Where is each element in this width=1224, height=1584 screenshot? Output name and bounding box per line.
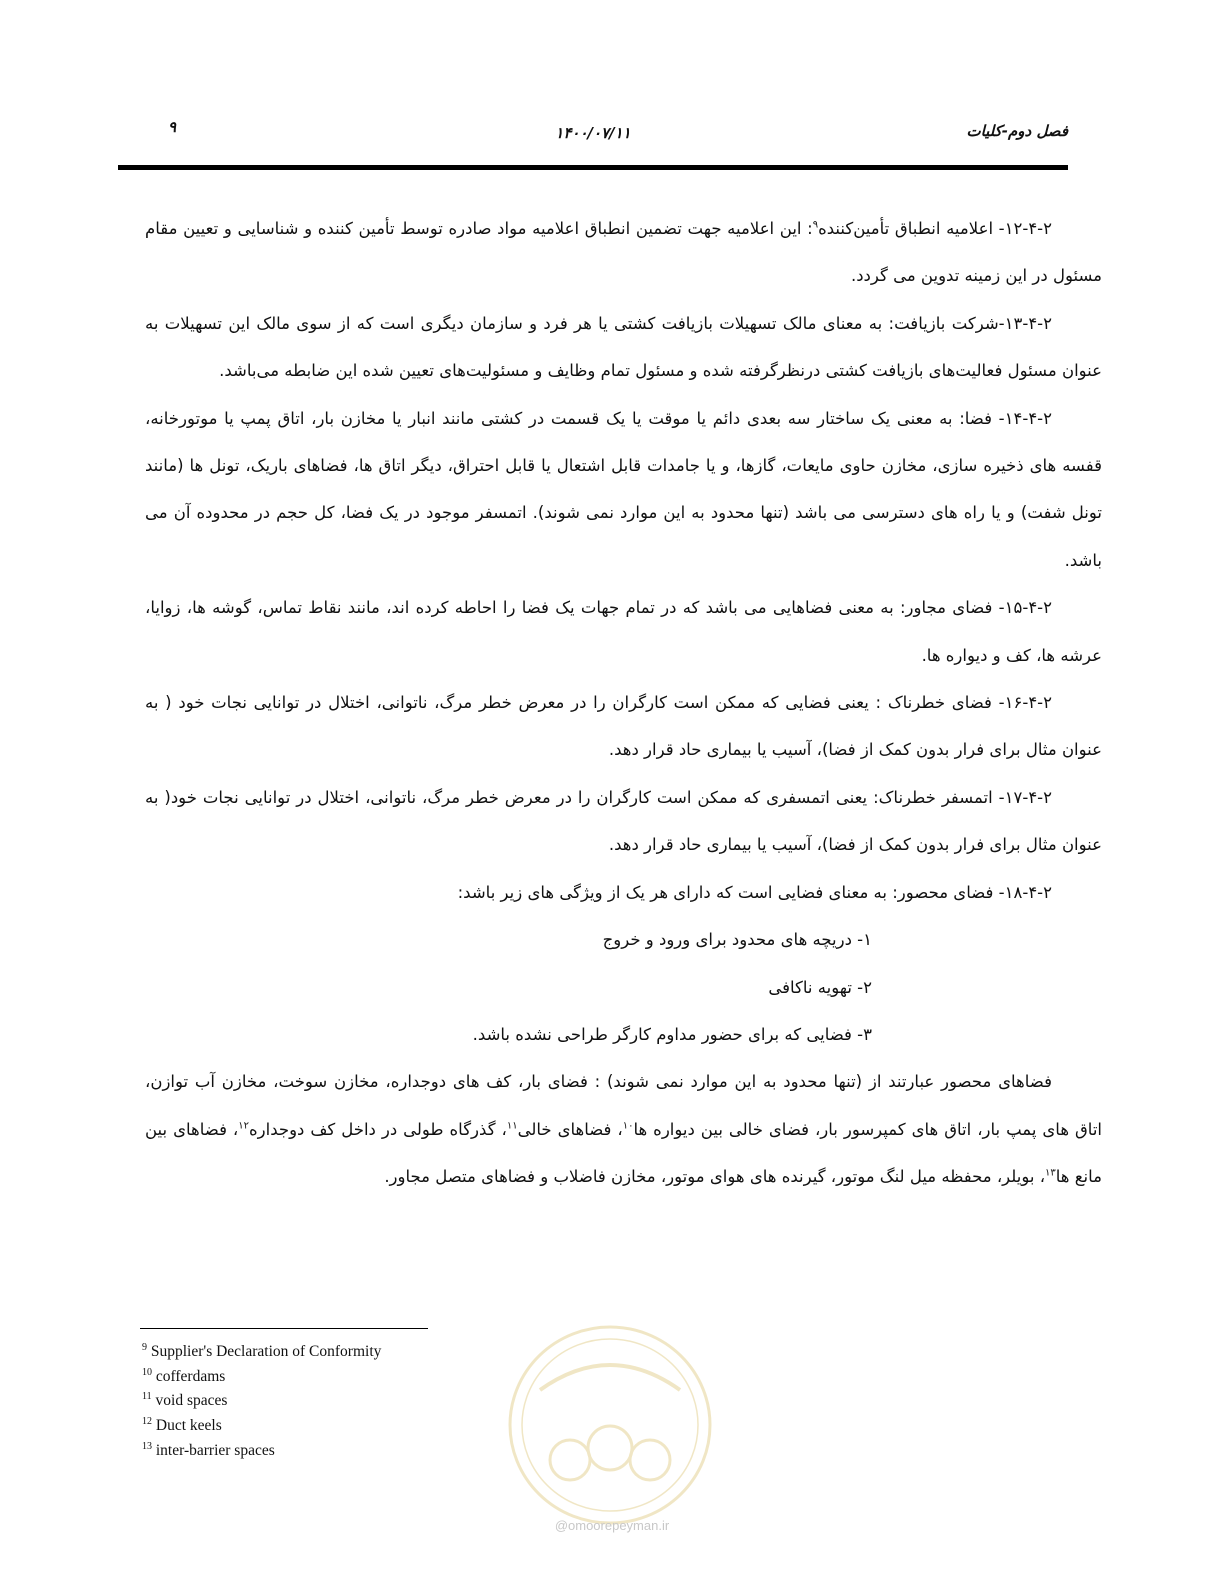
footnote: $^{10}$ cofferdams — [142, 1366, 226, 1385]
definition-paragraph: ۱۴-۴-۲- فضا: به معنی یک ساختار سه بعدی دائم یا موقت یا یک قسمت در کشتی مانند انبار یا مخازن بار، اتاق پمپ یا موتورخانه، قفسه های ذخیره سازی، مخازن حاوی مایعات، گازها، و یا جامدات قابل اشتعال یا قابل احتراق، دیگر اتاق ها، فضاهای باریک، تونل ها (مانند تونل شفت) و یا راه های دسترسی می باشد (تنها محدود به این موارد نمی شوند). اتمسفر موجود در یک فضا، کل حجم در محدوده آن می باشد. — [145, 408, 1102, 570]
list-item: ۲- تهویه ناکافی — [768, 977, 872, 997]
body-text — [145, 205, 1102, 1201]
definition-paragraph: ۱۲-۴-۲- اعلامیه انطباق تأمین‌کننده$^۹$: این اعلامیه جهت تضمین انطباق اعلامیه مواد صادره توسط تأمین کننده و شناسایی و تعیین مقام مسئول در این زمینه تدوین می گردد. — [145, 219, 1102, 286]
header-date: ۱۴۰۰/۰۷/۱۱ — [555, 124, 631, 142]
page-header — [118, 118, 1068, 148]
enclosed-spaces-paragraph: فضاهای محصور عبارتند از (تنها محدود به این موارد نمی شوند) : فضای بار، کف های دوجداره، مخازن سوخت، مخازن آب توازن، اتاق های پمپ بار، اتاق های کمپرسور بار، فضای خالی بین دیواره ها$^{۱۰}$، فضاهای خالی$^{۱۱}$، گذرگاه طولی در داخل کف دوجداره$^{۱۲}$، فضاهای بین مانع ها$^{۱۳}$، بویلر، محفظه میل لنگ موتور، گیرنده های هوای موتور، مخازن فاضلاب و فضاهای متصل مجاور. — [145, 1072, 1102, 1187]
definition-paragraph: ۱۳-۴-۲-شرکت بازیافت: به معنای مالک تسهیلات بازیافت کشتی یا هر فرد و سازمان دیگری است که از سوی مالک این تسهیلات به عنوان مسئول فعالیت‌های بازیافت کشتی درنظرگرفته شده و مسئول تمام وظایف و مسئولیت‌های تعیین شده این ضابطه می‌باشد. — [145, 313, 1102, 381]
list-item: ۳- فضایی که برای حضور مداوم کارگر طراحی نشده باشد. — [472, 1024, 872, 1044]
footnotes — [142, 1338, 381, 1461]
footnote-ref: ۱۰ — [622, 1120, 634, 1132]
definition-paragraph: ۱۷-۴-۲- اتمسفر خطرناک: یعنی اتمسفری که ممکن است کارگران را در معرض خطر مرگ، ناتوانی، اختلال در توانایی نجات خود( به عنوان مثال برای فرار بدون کمک از فضا)، آسیب یا بیماری حاد قرار دهد. — [145, 787, 1102, 855]
watermark-logo-icon — [500, 1320, 720, 1530]
footnote-ref: ۹ — [812, 219, 819, 231]
footnote: $^9$ Supplier's Declaration of Conformity — [142, 1342, 382, 1361]
footnote: $^{12}$ Duct keels — [142, 1415, 222, 1435]
page-number: ۹ — [168, 118, 177, 136]
watermark-url: @omoorepeyman.ir — [554, 1518, 670, 1533]
definition-paragraph: ۱۸-۴-۲- فضای محصور: به معنای فضایی است که دارای هر یک از ویژگی های زیر باشد: — [457, 882, 1052, 902]
footnote-ref: ۱۳ — [1045, 1167, 1056, 1179]
footnote-rule — [140, 1328, 428, 1329]
footnote: $^{13}$ inter-barrier spaces — [142, 1440, 275, 1459]
list-item: ۱- دریچه های محدود برای ورود و خروج — [602, 930, 872, 950]
footnote: $^{11}$ void spaces — [142, 1391, 228, 1410]
chapter-title: فصل دوم-کلیات — [966, 122, 1068, 140]
footnote-ref: ۱۱ — [506, 1120, 518, 1132]
header-rule — [118, 165, 1068, 170]
definition-paragraph: ۱۵-۴-۲- فضای مجاور: به معنی فضاهایی می باشد که در تمام جهات یک فضا را احاطه کرده اند، مانند نقاط تماس، گوشه ها، زوایا، عرشه ها، کف و دیواره ها. — [145, 598, 1102, 665]
definition-paragraph: ۱۶-۴-۲- فضای خطرناک : یعنی فضایی که ممکن است کارگران را در معرض خطر مرگ، ناتوانی، اختلال در توانایی نجات خود ( به عنوان مثال برای فرار بدون کمک از فضا)، آسیب یا بیماری حاد قرار دهد. — [145, 693, 1102, 760]
footnote-ref: ۱۲ — [238, 1120, 250, 1132]
